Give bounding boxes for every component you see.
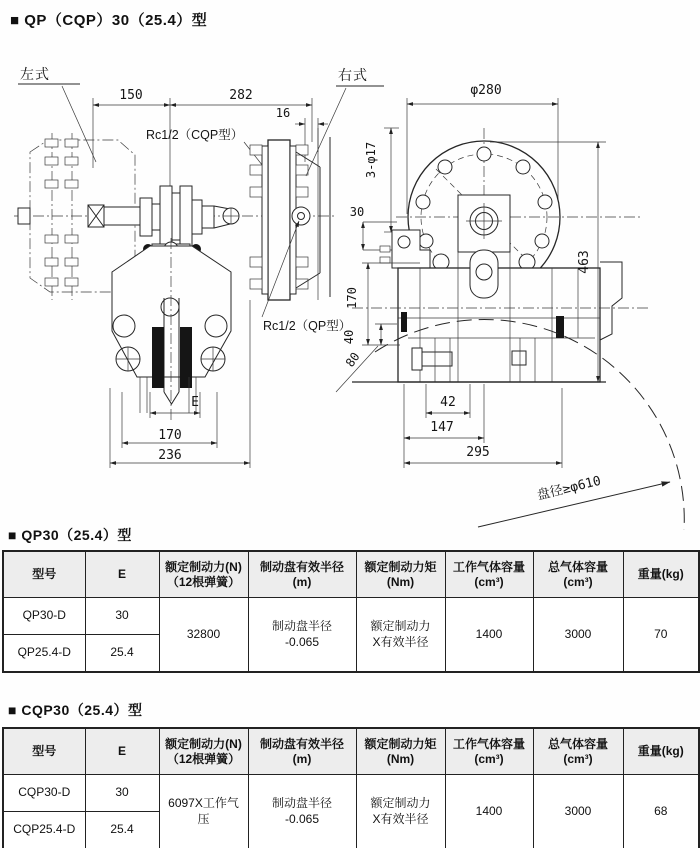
- cell-model: CQP30-D: [3, 775, 85, 812]
- table-row: [3, 598, 699, 635]
- col-rated-torque: 额定制动力矩 (Nm): [356, 551, 445, 598]
- dim-282-label: 282: [229, 88, 253, 103]
- dim-463-label: 463: [577, 250, 592, 274]
- cell-weight: 70: [623, 598, 699, 673]
- col-model: 型号: [3, 551, 85, 598]
- cell-e: 25.4: [85, 812, 159, 848]
- section-title-cqp30: ■ CQP30（25.4）型: [8, 702, 143, 718]
- page-title: ■ QP（CQP）30（25.4）型: [10, 12, 208, 29]
- cell-e: 25.4: [85, 635, 159, 673]
- left-type-label: 左式: [20, 66, 50, 82]
- cell-model: QP30-D: [3, 598, 85, 635]
- cell-rated-force: 32800: [159, 598, 248, 673]
- dim-e-label: E: [191, 395, 199, 410]
- dim-170-right-label: 170: [345, 287, 359, 309]
- left-view-drawing: [14, 66, 351, 468]
- right-view-drawing: [306, 67, 684, 530]
- col-weight: 重量(kg): [623, 551, 699, 598]
- col-rated-force: 额定制动力(N) （12根弹簧）: [159, 728, 248, 775]
- dim-42-label: 42: [440, 395, 456, 410]
- dim-16-label: 16: [275, 106, 291, 120]
- qp30-spec-table: [2, 550, 700, 673]
- cell-weight: 68: [623, 775, 699, 848]
- cqp30-spec-table: [2, 727, 700, 848]
- right-type-label: 右式: [338, 67, 368, 83]
- cell-disc-radius: 制动盘半径 -0.065: [248, 598, 356, 673]
- cell-total-gas: 3000: [533, 775, 623, 848]
- header-row: [3, 728, 699, 775]
- col-disc-radius: 制动盘有效半径 (m): [248, 551, 356, 598]
- table-row: [3, 775, 699, 812]
- cell-rated-torque: 额定制动力 X有效半径: [356, 598, 445, 673]
- cell-e: 30: [85, 598, 159, 635]
- col-working-gas: 工作气体容量 (cm³): [445, 551, 533, 598]
- cell-model: CQP25.4-D: [3, 812, 85, 848]
- col-model: 型号: [3, 728, 85, 775]
- dim-170-left-label: 170: [158, 428, 182, 443]
- cell-working-gas: 1400: [445, 775, 533, 848]
- dim-295-label: 295: [466, 445, 490, 460]
- col-rated-torque: 额定制动力矩 (Nm): [356, 728, 445, 775]
- col-e: E: [85, 551, 159, 598]
- phantom-bolts: [45, 139, 78, 286]
- rc-cqp-note: Rc1/2（CQP型）: [146, 128, 244, 142]
- cell-rated-torque: 额定制动力 X有效半径: [356, 775, 445, 848]
- dim-30-label: 30: [349, 205, 365, 219]
- header-row: [3, 551, 699, 598]
- col-e: E: [85, 728, 159, 775]
- section-title-qp30: ■ QP30（25.4）型: [8, 527, 132, 543]
- dim-80-label: 80: [342, 349, 363, 370]
- dim-40-label: 40: [342, 329, 356, 345]
- cell-disc-radius: 制动盘半径 -0.065: [248, 775, 356, 848]
- rc-qp-note: Rc1/2（QP型）: [263, 319, 352, 333]
- dim-150-label: 150: [119, 88, 143, 103]
- dim-280-label: φ280: [470, 83, 502, 98]
- dim-147-label: 147: [430, 420, 454, 435]
- cell-rated-force: 6097X工作气 压: [159, 775, 248, 848]
- col-weight: 重量(kg): [623, 728, 699, 775]
- cell-model: QP25.4-D: [3, 635, 85, 673]
- cell-total-gas: 3000: [533, 598, 623, 673]
- disc-diameter-note: 盘径≥φ610: [535, 473, 603, 504]
- col-total-gas: 总气体容量 (cm³): [533, 551, 623, 598]
- col-total-gas: 总气体容量 (cm³): [533, 728, 623, 775]
- col-rated-force: 额定制动力(N) （12根弹簧）: [159, 551, 248, 598]
- col-working-gas: 工作气体容量 (cm³): [445, 728, 533, 775]
- col-disc-radius: 制动盘有效半径 (m): [248, 728, 356, 775]
- cell-working-gas: 1400: [445, 598, 533, 673]
- dim-3xf17-label: 3-φ17: [364, 141, 378, 179]
- dim-236-label: 236: [158, 448, 182, 463]
- cell-e: 30: [85, 775, 159, 812]
